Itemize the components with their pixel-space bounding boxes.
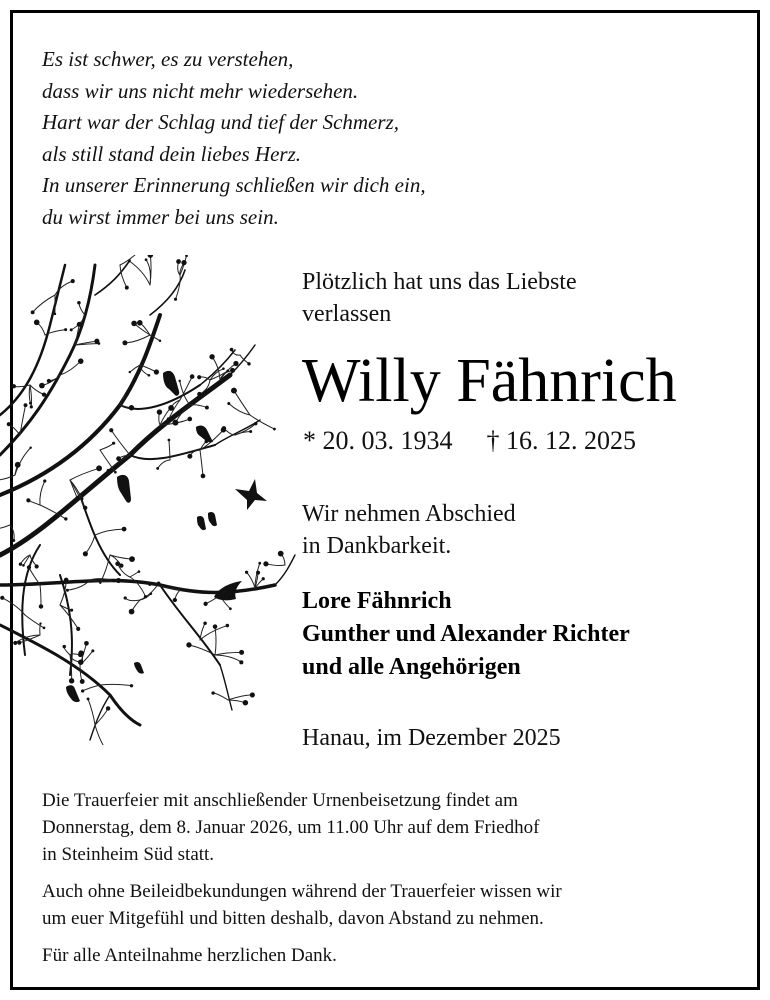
tree-bud bbox=[84, 641, 89, 646]
tree-bud bbox=[148, 374, 151, 377]
tree-bud bbox=[159, 339, 162, 342]
tree-bud bbox=[174, 298, 177, 301]
tree-bud bbox=[71, 279, 75, 283]
tree-bud bbox=[69, 678, 74, 683]
tree-bud bbox=[115, 561, 120, 566]
tree-twig bbox=[0, 475, 15, 481]
tree-bud bbox=[39, 604, 44, 609]
ceremony-info bbox=[42, 787, 742, 979]
tree-twig bbox=[10, 525, 14, 541]
mourners-list bbox=[302, 585, 630, 684]
tree-bud bbox=[126, 392, 129, 395]
tree-bud bbox=[122, 340, 127, 345]
tree-with-birds-illustration bbox=[0, 255, 300, 745]
tree-bud bbox=[29, 402, 32, 405]
tree-bud bbox=[176, 259, 181, 264]
tree-bud bbox=[239, 650, 244, 655]
tree-bud bbox=[64, 328, 67, 331]
death-date: † 16. 12. 2025 bbox=[486, 426, 636, 455]
tree-bud bbox=[239, 660, 243, 664]
tree-bud bbox=[116, 456, 121, 461]
tree-bud bbox=[91, 649, 94, 652]
tree-bud bbox=[154, 369, 159, 374]
tree-twig bbox=[88, 699, 95, 725]
tree-bud bbox=[168, 439, 171, 442]
tree-twig bbox=[100, 443, 114, 450]
intro-line: verlassen bbox=[302, 301, 392, 327]
info-line: um euer Mitgefühl und bitten deshalb, davon Abstand zu nehmen. bbox=[42, 908, 544, 929]
tree-twig bbox=[33, 295, 55, 312]
tree-bud bbox=[83, 551, 88, 556]
tree-bud bbox=[245, 571, 248, 574]
tree-twig bbox=[15, 448, 31, 475]
tree-bud bbox=[172, 420, 178, 426]
tree-bud bbox=[13, 641, 17, 645]
tree-bud bbox=[64, 578, 69, 583]
tree-bud bbox=[278, 551, 284, 557]
tree-twig bbox=[85, 535, 95, 554]
tree-bud bbox=[39, 622, 41, 624]
tree-bud bbox=[250, 692, 255, 697]
farewell-line: in Dankbarkeit. bbox=[302, 533, 452, 559]
tree-bud bbox=[129, 405, 134, 410]
tree-bud bbox=[12, 384, 16, 388]
tree-bud bbox=[247, 362, 250, 365]
poem-line: Hart war der Schlag und tief der Schmerz, bbox=[42, 110, 399, 134]
bird-icon bbox=[66, 685, 80, 702]
tree-bud bbox=[205, 406, 209, 410]
tree-twig bbox=[215, 655, 241, 662]
info-line: Für alle Anteilnahme herzlichen Dank. bbox=[42, 945, 337, 966]
bird-icon bbox=[117, 475, 131, 503]
tree-bud bbox=[230, 368, 235, 373]
tree-twig bbox=[79, 303, 85, 315]
tree-bud bbox=[258, 562, 261, 565]
tree-twig bbox=[83, 685, 100, 691]
tree-bud bbox=[112, 442, 115, 445]
farewell-line: Wir nehmen Abschied bbox=[302, 501, 516, 527]
tree-bud bbox=[54, 313, 57, 316]
tree-bud bbox=[106, 706, 110, 710]
tree-bud bbox=[42, 392, 46, 396]
tree-bud bbox=[27, 565, 31, 569]
tree-twig bbox=[189, 645, 215, 655]
mourner-line: und alle Angehörigen bbox=[302, 654, 521, 680]
tree-twig bbox=[40, 481, 45, 505]
tree-bud bbox=[43, 627, 46, 630]
tree-bud bbox=[112, 579, 116, 583]
tree-twig bbox=[95, 529, 124, 535]
tree-bud bbox=[156, 467, 159, 470]
tree-bud bbox=[263, 561, 268, 566]
tree-bud bbox=[187, 454, 192, 459]
tree-twig bbox=[9, 424, 20, 435]
tree-bud bbox=[201, 474, 206, 479]
tree-bud bbox=[80, 679, 85, 684]
tree-bud bbox=[87, 697, 90, 700]
tree-bud bbox=[226, 370, 229, 373]
info-line: Die Trauerfeier mit anschließender Urnenbeisetzung findet am bbox=[42, 790, 518, 811]
tree-bud bbox=[150, 592, 153, 595]
tree-bud bbox=[128, 260, 131, 263]
mourner-line: Lore Fähnrich bbox=[302, 588, 452, 614]
poem-line: du wirst immer bei uns sein. bbox=[42, 204, 279, 229]
bird-icon bbox=[163, 371, 179, 396]
tree-bud bbox=[130, 684, 133, 687]
tree-bud bbox=[167, 417, 171, 421]
condolence-paragraph bbox=[42, 878, 742, 932]
tree-bud bbox=[256, 571, 260, 575]
tree-bud bbox=[77, 322, 82, 327]
bird-icon bbox=[196, 426, 213, 443]
tree-bud bbox=[107, 469, 110, 472]
tree-twig bbox=[130, 572, 139, 577]
tree-bud bbox=[157, 582, 161, 586]
tree-bud bbox=[273, 428, 276, 431]
tree-bud bbox=[99, 582, 101, 584]
tree-bud bbox=[96, 465, 102, 471]
tree-twig bbox=[213, 693, 228, 700]
tree-bud bbox=[249, 430, 252, 433]
tree-bud bbox=[109, 428, 113, 432]
tree-twig bbox=[158, 460, 170, 468]
tree-bud bbox=[119, 564, 123, 568]
mourner-line: Gunther und Alexander Richter bbox=[302, 621, 630, 647]
tree-bud bbox=[213, 624, 218, 629]
tree-twig bbox=[190, 405, 207, 408]
tree-twig bbox=[250, 415, 274, 429]
tree-bud bbox=[168, 405, 174, 411]
tree-bud bbox=[78, 659, 84, 665]
tree-twig bbox=[14, 385, 30, 387]
tree-bud bbox=[229, 607, 232, 610]
tree-bud bbox=[31, 310, 35, 314]
farewell-text bbox=[302, 498, 516, 562]
tree-bud bbox=[7, 422, 11, 426]
tree-twig bbox=[0, 525, 10, 529]
tree-bud bbox=[70, 609, 73, 612]
tree-twig bbox=[40, 585, 41, 606]
tree-bud bbox=[187, 417, 192, 422]
tree-bud bbox=[78, 653, 82, 657]
tree-bud bbox=[231, 388, 237, 394]
place-and-date: Hanau, im Dezember 2025 bbox=[302, 725, 561, 751]
tree-twig bbox=[95, 725, 107, 745]
tree-bud bbox=[0, 596, 4, 600]
tree-bud bbox=[197, 375, 201, 379]
tree-twig bbox=[125, 335, 150, 343]
tree-bud bbox=[197, 392, 202, 397]
tree-bud bbox=[173, 598, 177, 602]
life-dates bbox=[303, 425, 636, 457]
tree-bud bbox=[131, 321, 137, 327]
tree-bud bbox=[138, 570, 141, 573]
tree-bud bbox=[22, 564, 25, 567]
tree-bud bbox=[114, 471, 117, 474]
tree-bud bbox=[122, 527, 127, 532]
info-line: Auch ohne Beileidbekundungen während der Trauerfeier wissen wir bbox=[42, 881, 562, 902]
tree-bud bbox=[227, 402, 230, 405]
tree-bud bbox=[186, 642, 191, 647]
hummingbird-icon bbox=[235, 479, 267, 510]
tree-twig bbox=[25, 615, 44, 628]
tree-bud bbox=[64, 517, 67, 520]
tree-bud bbox=[209, 354, 214, 359]
tree-bud bbox=[70, 328, 73, 331]
tree-bud bbox=[83, 506, 87, 510]
tree-bud bbox=[77, 301, 81, 305]
poem-line: dass wir uns nicht mehr wiedersehen. bbox=[42, 78, 359, 103]
tree-bud bbox=[34, 320, 40, 326]
tree-bud bbox=[148, 583, 151, 586]
tree-twig bbox=[215, 627, 216, 655]
tree-bud bbox=[12, 539, 15, 542]
tree-bud bbox=[222, 426, 227, 431]
tree-twig bbox=[125, 598, 140, 601]
tree-bud bbox=[75, 496, 78, 499]
tree-bud bbox=[47, 379, 51, 383]
tree-twig bbox=[215, 652, 242, 655]
poem-line: In unserer Erinnerung schließen wir dich ein, bbox=[42, 173, 426, 197]
tree-twig bbox=[129, 261, 150, 285]
tree-twig bbox=[200, 450, 203, 476]
tree-bud bbox=[17, 641, 21, 645]
tree-bud bbox=[262, 577, 265, 580]
tree-bud bbox=[39, 383, 45, 389]
tree-bud bbox=[43, 479, 46, 482]
tree-bud bbox=[211, 691, 214, 694]
info-line: in Steinheim Süd statt. bbox=[42, 844, 215, 865]
tree-bud bbox=[226, 624, 230, 628]
tree-bud bbox=[179, 380, 181, 382]
tree-bud bbox=[35, 564, 39, 568]
bird-icon bbox=[208, 512, 217, 526]
tree-bud bbox=[243, 700, 249, 706]
poem bbox=[42, 44, 642, 233]
bird-icon bbox=[134, 662, 144, 674]
tree-bud bbox=[116, 578, 121, 583]
tree-bud bbox=[24, 403, 28, 407]
tree-twig bbox=[228, 695, 252, 700]
tree-twig bbox=[247, 572, 255, 588]
tree-bud bbox=[30, 405, 33, 408]
tree-bud bbox=[137, 320, 143, 326]
intro-line: Plötzlich hat uns das Liebste bbox=[302, 269, 577, 295]
tree-bud bbox=[29, 447, 31, 449]
tree-bud bbox=[181, 260, 186, 265]
thanks-paragraph bbox=[42, 942, 742, 969]
tree-twig bbox=[70, 468, 99, 480]
tree-bud bbox=[157, 409, 163, 415]
tree-bud bbox=[66, 589, 69, 592]
ceremony-paragraph bbox=[42, 787, 742, 868]
tree-bud bbox=[129, 556, 135, 562]
tree-bud bbox=[233, 361, 238, 366]
tree-bud bbox=[125, 286, 129, 290]
tree-twig bbox=[229, 403, 250, 415]
info-line: Donnerstag, dem 8. Januar 2026, um 11.00 Uhr auf dem Friedhof bbox=[42, 817, 540, 838]
tree-bud bbox=[15, 462, 21, 468]
deceased-name: Willy Fähnrich bbox=[302, 347, 677, 415]
tree-bud bbox=[203, 621, 207, 625]
tree-bud bbox=[78, 358, 84, 364]
tree-bud bbox=[124, 596, 127, 599]
tree-bud bbox=[185, 255, 188, 257]
tree-bud bbox=[145, 258, 148, 261]
tree-bud bbox=[144, 595, 147, 598]
tree-twig bbox=[266, 564, 285, 566]
tree-bud bbox=[254, 422, 257, 425]
tree-bud bbox=[81, 689, 84, 692]
tree-bud bbox=[190, 374, 195, 379]
tree-bud bbox=[76, 627, 80, 631]
tree-bud bbox=[26, 498, 30, 502]
tree-bud bbox=[19, 563, 22, 566]
tree-bud bbox=[148, 255, 154, 258]
tree-twig bbox=[100, 450, 115, 472]
poem-line: als still stand dein liebes Herz. bbox=[42, 141, 301, 166]
tree-twig bbox=[180, 256, 187, 275]
bird-icon bbox=[197, 516, 206, 530]
tree-bud bbox=[63, 645, 66, 648]
tree-twig bbox=[100, 684, 132, 685]
tree-bud bbox=[81, 497, 84, 500]
tree-bud bbox=[222, 367, 225, 370]
tree-twig bbox=[234, 391, 250, 415]
tree-bud bbox=[203, 602, 207, 606]
intro-text bbox=[302, 266, 742, 330]
tree-bud bbox=[94, 339, 99, 344]
birth-date: * 20. 03. 1934 bbox=[303, 426, 453, 455]
tree-bud bbox=[230, 348, 234, 352]
tree-bud bbox=[129, 609, 135, 615]
poem-line: Es ist schwer, es zu verstehen, bbox=[42, 47, 294, 71]
tree-bud bbox=[129, 371, 131, 373]
